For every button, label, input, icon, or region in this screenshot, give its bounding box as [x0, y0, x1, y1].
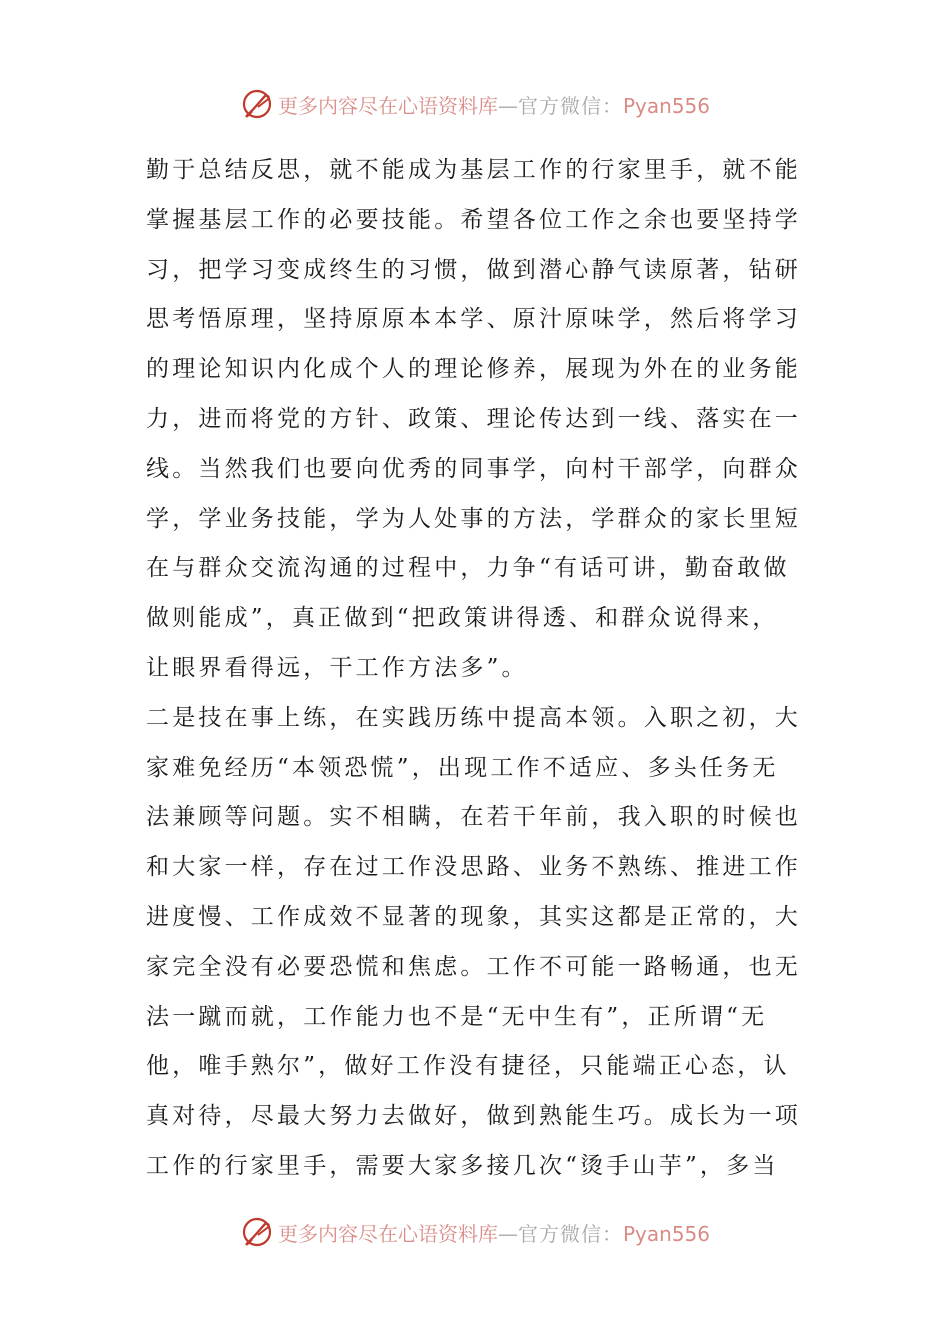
text-line: 二是技在事上练，在实践历练中提高本领。入职之初，大: [146, 704, 801, 731]
banner-dash: —: [497, 1221, 518, 1246]
text-line: 线。当然我们也要向优秀的同事学，向村干部学，向群众: [146, 455, 801, 482]
text-line: 进度慢、工作成效不显著的现象，其实这都是正常的，大: [146, 903, 801, 930]
header-banner: [0, 84, 950, 124]
banner-wechat-id: Pyan556: [622, 1221, 710, 1246]
text-line: 家难免经历“本领恐慌”，出现工作不适应、多头任务无: [146, 754, 779, 781]
text-line: 学，学业务技能，学为人处事的方法，学群众的家长里短: [146, 505, 801, 532]
banner-wechat-label: 官方微信：: [517, 93, 623, 118]
banner-dash: —: [497, 93, 518, 118]
document-body: [146, 146, 806, 1192]
banner-main-text: 更多内容尽在心语资料库: [277, 1221, 498, 1246]
quill-pen-logo-icon: [240, 1215, 274, 1249]
text-line: 勤于总结反思，就不能成为基层工作的行家里手，就不能: [146, 157, 801, 183]
banner-wechat-label: 官方微信：: [517, 1221, 623, 1246]
text-line: 力，进而将党的方针、政策、理论传达到一线、落实在一: [146, 405, 801, 432]
footer-banner-text: [278, 1218, 710, 1247]
text-line: 家完全没有必要恐慌和焦虑。工作不可能一路畅通，也无: [146, 953, 801, 980]
text-line: 在与群众交流沟通的过程中，力争“有话可讲，勤奋敢做: [146, 555, 790, 582]
text-line: 的理论知识内化成个人的理论修养，展现为外在的业务能: [146, 356, 801, 383]
text-line: 习，把学习变成终生的习惯，做到潜心静气读原著，钻研: [146, 256, 801, 283]
text-line: 让眼界看得远，干工作方法多”。: [146, 654, 528, 681]
footer-banner: [0, 1212, 950, 1252]
quill-pen-logo-icon: [240, 87, 274, 121]
text-line: 工作的行家里手，需要大家多接几次“烫手山芋”，多当: [146, 1152, 779, 1179]
text-line: 做则能成”，真正做到“把政策讲得透、和群众说得来，: [146, 605, 779, 632]
banner-main-text: 更多内容尽在心语资料库: [277, 93, 498, 118]
text-line: 他，唯手熟尔”，做好工作没有捷径，只能端正心态，认: [146, 1053, 790, 1080]
text-line: 掌握基层工作的必要技能。希望各位工作之余也要坚持学: [146, 206, 801, 233]
banner-wechat-id: Pyan556: [622, 93, 710, 118]
text-line: 和大家一样，存在过工作没思路、业务不熟练、推进工作: [146, 854, 801, 881]
text-line: 法兼顾等问题。实不相瞒，在若干年前，我入职的时候也: [146, 804, 801, 831]
text-line: 真对待，尽最大努力去做好，做到熟能生巧。成长为一项: [146, 1103, 801, 1130]
text-line: 思考悟原理，坚持原原本本学、原汁原味学，然后将学习: [146, 306, 801, 333]
text-line: 法一蹴而就，工作能力也不是“无中生有”，正所谓“无: [146, 1003, 768, 1030]
header-banner-text: [278, 90, 710, 119]
